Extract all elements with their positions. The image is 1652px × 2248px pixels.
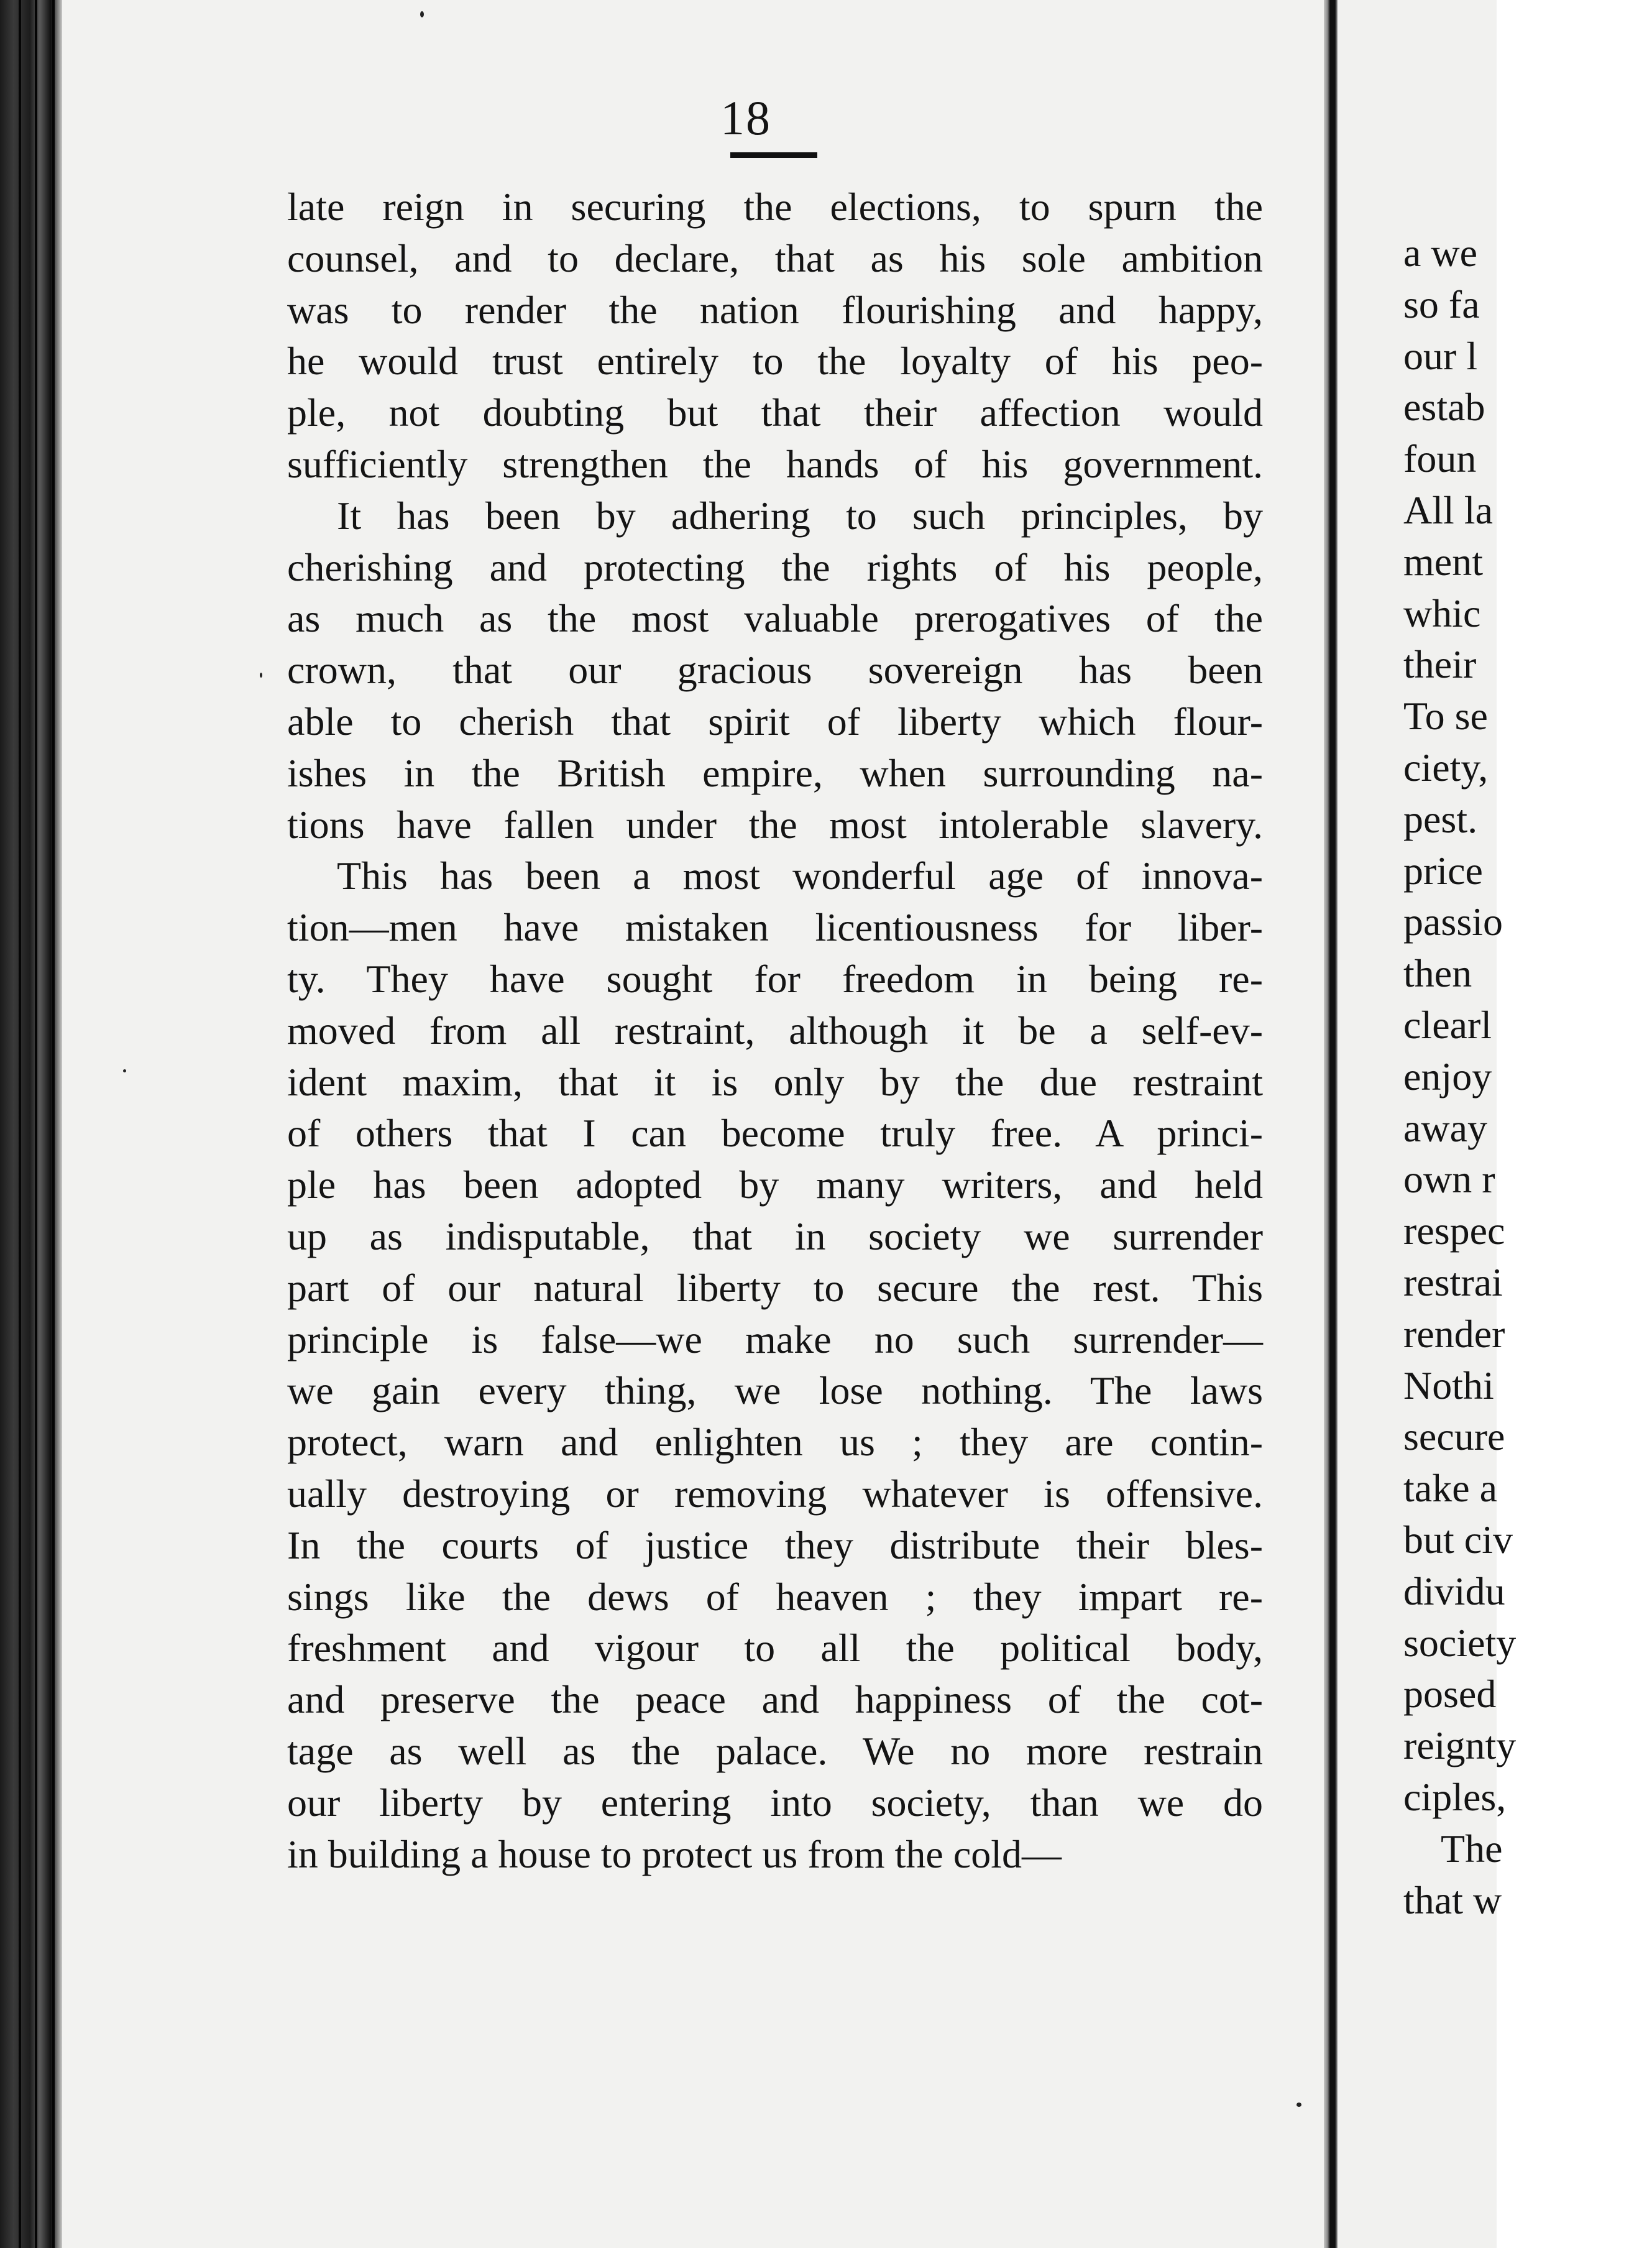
text-line: To se: [1403, 694, 1488, 739]
text-line: ciples,: [1403, 1774, 1507, 1819]
text-line: sings like the dews of heaven ; they impart re-: [287, 1574, 1263, 1619]
text-line: moved from all restraint, although it be a self-ev-: [287, 1008, 1263, 1053]
text-line: freshment and vigour to all the political body,: [287, 1626, 1263, 1670]
text-line: This has been a most wonderful age of innova-: [337, 854, 1263, 898]
text-line: able to cherish that spirit of liberty which flour-: [287, 699, 1263, 744]
text-line: ciety,: [1403, 745, 1489, 790]
text-line: and preserve the peace and happiness of the cot-: [287, 1677, 1263, 1722]
text-line: so fa: [1403, 282, 1480, 326]
text-line: tage as well as the palace. We no more restrain: [287, 1728, 1263, 1773]
text-line: in building a house to protect us from the cold—: [287, 1831, 1062, 1876]
header-rule: [730, 152, 817, 158]
page-number: 18: [720, 91, 771, 145]
text-line: of others that I can become truly free. A princi-: [287, 1111, 1263, 1156]
text-line: was to render the nation flourishing and happy,: [287, 287, 1263, 332]
text-line: up as indisputable, that in society we surrender: [287, 1214, 1263, 1258]
text-line: ment: [1403, 539, 1483, 584]
text-line: pest.: [1403, 796, 1478, 841]
text-line: tion—men have mistaken licentiousness for liber-: [287, 905, 1263, 950]
text-line: cherishing and protecting the rights of his people,: [287, 545, 1263, 589]
text-line: estab: [1403, 385, 1485, 430]
text-line: restrai: [1403, 1260, 1503, 1304]
text-line: passio: [1403, 900, 1503, 944]
scan-speck: [123, 1069, 126, 1072]
text-line: ple, not doubting but that their affection would: [287, 390, 1263, 435]
text-line: whic: [1403, 591, 1481, 635]
text-line: ishes in the British empire, when surrounding na-: [287, 750, 1263, 795]
gutter-shadow: [1324, 0, 1338, 2248]
text-line: our liberty by entering into society, than we do: [287, 1780, 1263, 1825]
left-page-text: [287, 182, 1263, 1880]
text-line: but civ: [1403, 1517, 1513, 1562]
binding-line: [19, 0, 21, 2248]
text-line: tions have fallen under the most intolerable slavery.: [287, 802, 1263, 847]
text-line: a we: [1403, 231, 1478, 275]
text-line: society: [1403, 1620, 1517, 1665]
text-line: enjoy: [1403, 1054, 1492, 1099]
text-line: Nothi: [1403, 1363, 1494, 1407]
text-line: clearl: [1403, 1002, 1492, 1047]
text-line: In the courts of justice they distribute their bles-: [287, 1522, 1263, 1567]
text-line: counsel, and to declare, that as his sole ambition: [287, 236, 1263, 280]
text-line: All la: [1403, 487, 1493, 532]
text-line: reignty: [1403, 1723, 1517, 1768]
text-line: own r: [1403, 1157, 1495, 1202]
text-line: their: [1403, 642, 1477, 687]
scan-speck: [1296, 2103, 1301, 2107]
text-line: we gain every thing, we lose nothing. The laws: [287, 1368, 1263, 1413]
text-line: away: [1403, 1105, 1488, 1150]
left-binding-edge: [0, 0, 62, 2248]
text-line: that w: [1403, 1877, 1502, 1922]
text-line: It has been by adhering to such principles, by: [337, 493, 1263, 538]
text-line: ple has been adopted by many writers, and held: [287, 1163, 1263, 1207]
binding-line: [52, 0, 55, 2248]
right-page-text: [1403, 228, 1652, 1926]
text-line: ident maxim, that it is only by the due restraint: [287, 1059, 1263, 1104]
text-line: The: [1441, 1826, 1503, 1871]
text-line: as much as the most valuable prerogatives of the: [287, 596, 1263, 641]
text-line: sufficiently strengthen the hands of his government.: [287, 441, 1263, 486]
text-line: dividu: [1403, 1569, 1505, 1613]
text-line: he would trust entirely to the loyalty of his peo-: [287, 339, 1263, 384]
text-line: price: [1403, 848, 1483, 893]
text-line: ually destroying or removing whatever is offensive.: [287, 1471, 1263, 1516]
text-line: principle is false—we make no such surrender—: [287, 1317, 1263, 1361]
text-line: respec: [1403, 1209, 1505, 1253]
text-line: crown, that our gracious sovereign has been: [287, 648, 1263, 693]
text-line: part of our natural liberty to secure the rest. This: [287, 1265, 1263, 1310]
text-line: ty. They have sought for freedom in being re-: [287, 956, 1263, 1001]
text-line: late reign in securing the elections, to spurn the: [287, 185, 1263, 229]
text-line: secure: [1403, 1414, 1505, 1459]
text-line: our l: [1403, 333, 1478, 378]
text-line: then: [1403, 951, 1472, 996]
text-line: foun: [1403, 436, 1477, 481]
scan-speck: [420, 11, 424, 17]
text-line: render: [1403, 1311, 1505, 1356]
binding-line: [35, 0, 37, 2248]
text-line: take a: [1403, 1466, 1497, 1511]
text-line: protect, warn and enlighten us ; they are contin-: [287, 1420, 1263, 1465]
scan-speck: [260, 673, 262, 678]
text-line: posed: [1403, 1672, 1497, 1716]
